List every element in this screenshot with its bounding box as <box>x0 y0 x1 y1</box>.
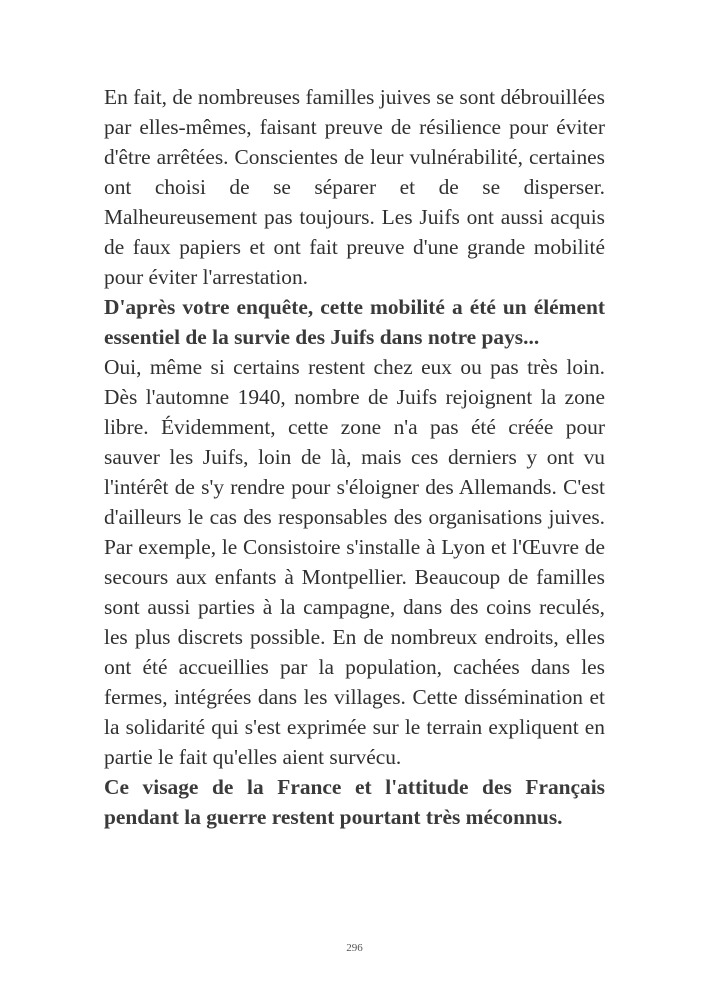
interview-question-1: D'après votre enquête, cette mobilité a été un élément essentiel de la survie des Juifs dans notre pays... <box>104 295 605 349</box>
page-number: 296 <box>346 942 363 954</box>
page-body <box>104 82 605 832</box>
interview-question-2: Ce visage de la France et l'attitude des Français pendant la guerre restent pourtant très méconnus. <box>104 775 605 829</box>
answer-paragraph-2: Oui, même si certains restent chez eux ou pas très loin. Dès l'automne 1940, nombre de Juifs rejoignent la zone libre. Évidemment, cette zone n'a pas été créée pour sauver les Juifs, loin de là, mais ces derniers y ont vu l'intérêt de s'y rendre pour s'éloigner des Allemands. C'est d'ailleurs le cas des responsables des organisations juives. Par exemple, le Consistoire s'installe à Lyon et l'Œuvre de secours aux enfants à Montpellier. Beaucoup de familles sont aussi parties à la campagne, dans des coins reculés, les plus discrets possible. En de nombreux endroits, elles ont été accueillies par la population, cachées dans les fermes, intégrées dans les villages. Cette dissémination et la solidarité qui s'est exprimée sur le terrain expliquent en partie le fait qu'elles aient survécu. <box>104 355 605 769</box>
answer-paragraph-1: En fait, de nombreuses familles juives se sont débrouillées par elles-mêmes, faisant preuve de résilience pour éviter d'être arrêtées. Conscientes de leur vulnérabilité, certaines ont choisi de se séparer et de se disperser. Malheureusement pas toujours. Les Juifs ont aussi acquis de faux papiers et ont fait preuve d'une grande mobilité pour éviter l'arrestation. <box>104 85 605 289</box>
